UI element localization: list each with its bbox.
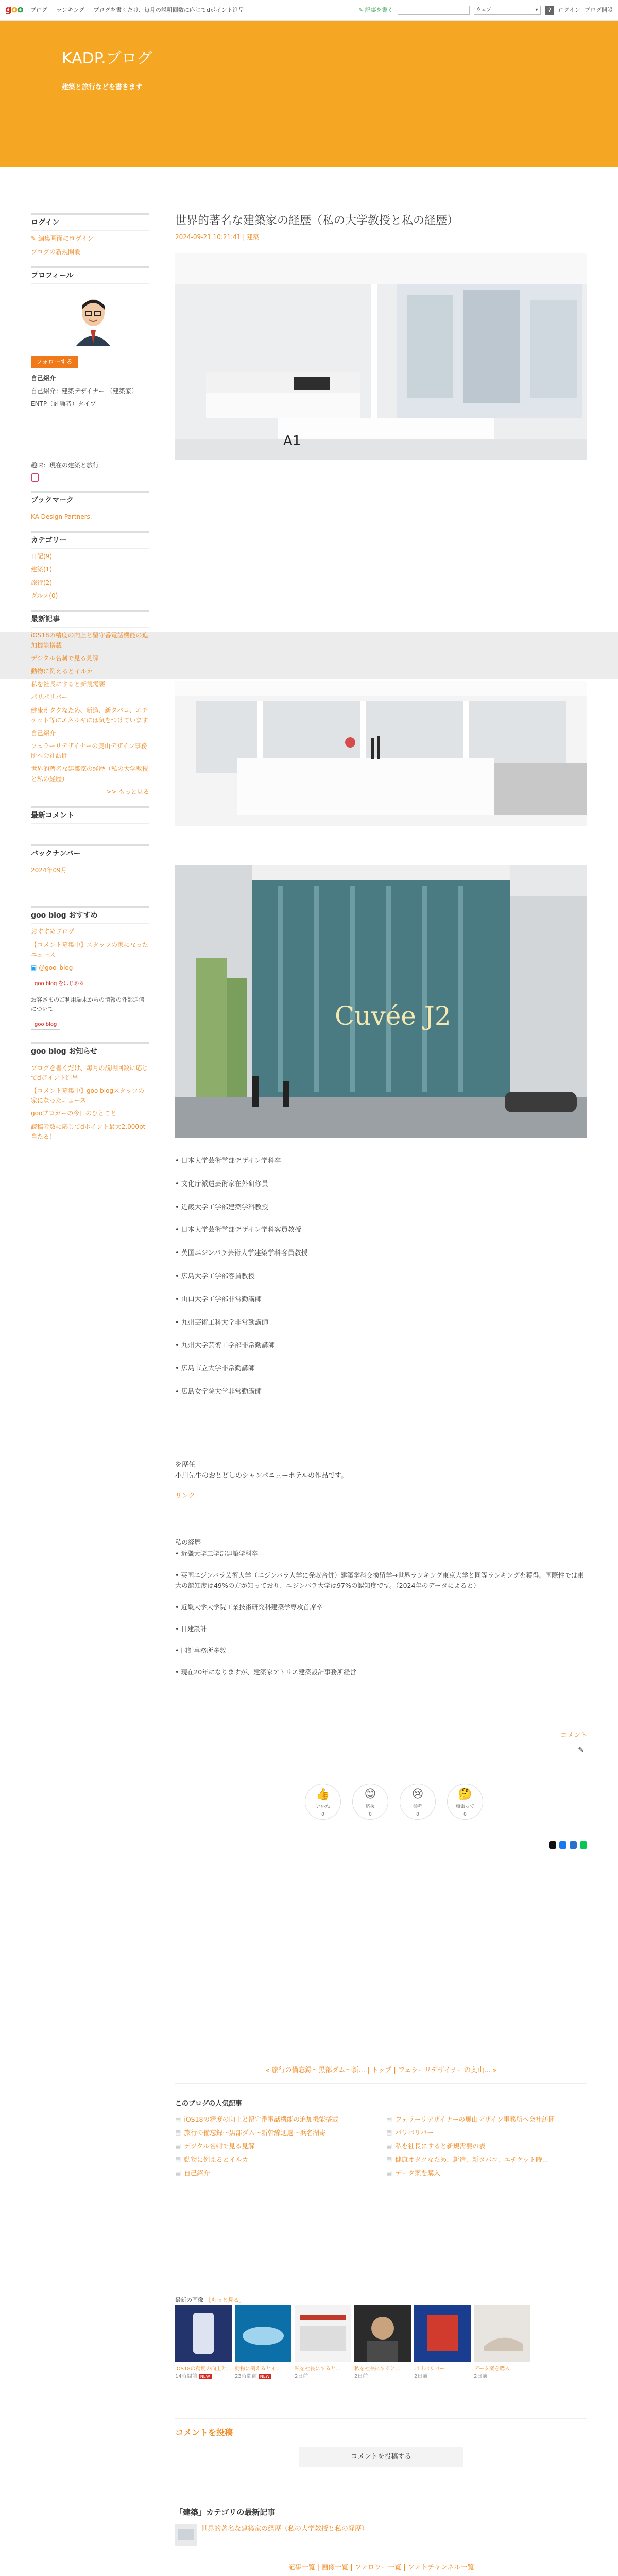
category-item[interactable]: 建築(1) [31, 566, 52, 573]
goo-blog-badge[interactable]: goo blog [31, 1020, 60, 1030]
cuvee-j2-facade-image[interactable] [175, 865, 587, 1138]
article-icon: ▤ [175, 2156, 181, 2163]
reaction-icon: 🤔 [458, 1788, 472, 1801]
chevron-down-icon: ▾ [535, 7, 538, 13]
article-meta: 2024-09-21 10:21:41 | 建築 [175, 233, 260, 241]
blog-subtitle: 建築と旅行などを書きます [62, 83, 143, 91]
thumb-meta: 2日前 [474, 2374, 488, 2379]
login-edit-label: 編集画面にログイン [38, 235, 94, 243]
reaction-icon: 😢 [411, 1788, 424, 1801]
my-career-item: • 英国エジンバラ芸術大学（エジンバラ大学に発収合併）建築学科交換留学→世界ランキング東京大学と同等ランキングを獲得。国際性では東大の認知度は49%の方が知っており、エジンバラ大学は97%の認知度です。（2024年のデータによると） [175, 1571, 584, 1589]
article-icon: ▤ [175, 2169, 181, 2176]
recent-heading: 最新記事 [31, 610, 149, 628]
popular-item[interactable]: ▤ 私を社長にすると新規需要の表 [386, 2141, 587, 2151]
thumb-title: 私を社長にすると... [295, 2366, 341, 2372]
intro-heading: 自己紹介 [31, 374, 56, 382]
my-career-item: • 近畿大学工学部建築学科卒 [175, 1550, 259, 1557]
new-badge: NEW [199, 2374, 212, 2379]
popular-heading: このブログの人気記事 [175, 2100, 243, 2108]
thumb-image [175, 2305, 232, 2362]
career-item: • 九州芸術工科大学非常勤講師 [175, 1318, 268, 1327]
thumb-title: iOS18の精度の向上と... [175, 2366, 232, 2372]
thumb-image [414, 2305, 471, 2362]
search-input[interactable] [398, 6, 470, 15]
share-buttons [549, 1841, 587, 1849]
top-nav-ranking[interactable]: ランキング [56, 6, 84, 13]
career-item: • 山口大学工学部非常勤講師 [175, 1295, 262, 1303]
category-item[interactable]: 日記(9) [31, 553, 52, 561]
search-scope-value: ウェブ [476, 7, 492, 13]
caption-line-1: を歴任 [175, 1461, 196, 1469]
bookmark-link[interactable]: KA Design Partners. [31, 513, 92, 520]
recent-item[interactable]: iOS18の精度の向上と留守番電話機能の追加機能搭載 [31, 632, 148, 649]
article-icon: ▤ [175, 2129, 181, 2136]
thumb-image [474, 2305, 530, 2362]
article [175, 213, 587, 2571]
write-article-label: 記事を書く [365, 6, 393, 13]
thumb-image [354, 2305, 411, 2362]
oshirase-item[interactable]: 【コメント募集中】goo blogスタッフの家になったニュース [31, 1087, 145, 1105]
backnumber-heading: バックナンバー [31, 844, 149, 862]
article-date: 2024-09-21 10:21:41 [175, 233, 241, 241]
twitter-icon: ▣ [31, 963, 39, 971]
blog-start-link[interactable]: ブログ開設 [585, 6, 613, 13]
thumb-meta: 2日前 [295, 2374, 308, 2379]
page-body [0, 167, 618, 2571]
article-icon: ▤ [386, 2129, 392, 2136]
x-share-icon[interactable] [549, 1841, 556, 1849]
footer-nav[interactable]: 記事一覧 | 画像一覧 | フォロワー一覧 | フォトチャンネル一覧 [175, 2552, 587, 2576]
article-title: 世界的著名な建築家の経歴（私の大学教授と私の経歴） [175, 214, 459, 227]
building-sign: Cuvée J2 [335, 1001, 451, 1031]
thumb-meta: 14時間前 NEW [175, 2372, 232, 2381]
reaction-button[interactable] [352, 1784, 388, 1820]
hatena-share-icon[interactable] [570, 1841, 577, 1849]
caption [175, 1460, 348, 1482]
thumb-meta: 2日前 [354, 2374, 368, 2379]
reaction-count: 0 [369, 1811, 372, 1817]
reaction-button[interactable] [305, 1784, 341, 1820]
recent-item[interactable]: 私を社長にすると新規需要 [31, 681, 106, 688]
thumb-card[interactable] [414, 2305, 471, 2381]
top-bar [0, 0, 618, 21]
reaction-label: いいね [316, 1804, 330, 1810]
reaction-count: 0 [321, 1811, 324, 1817]
facebook-share-icon[interactable] [559, 1841, 566, 1849]
my-career [175, 1537, 587, 1689]
reaction-label: 応援 [365, 1804, 375, 1810]
thumb-title: データ案を購入 [474, 2366, 510, 2372]
popular-item[interactable]: ▤ デジタル名刺で見る見解 [175, 2141, 376, 2151]
recent-more-link[interactable]: >> もっと見る [106, 788, 149, 795]
reaction-count: 0 [464, 1811, 467, 1817]
popular-item[interactable]: ▤ 自己紹介 [175, 2168, 376, 2178]
instagram-icon[interactable] [31, 473, 39, 482]
recent-item[interactable]: 自己紹介 [31, 729, 56, 737]
caption-line-2: 小川先生のおとどしのシャンパニューホテルの作品です。 [175, 1471, 348, 1480]
my-career-heading: 私の経歴 [175, 1538, 201, 1546]
recent-item[interactable]: パリパリバー [31, 693, 68, 701]
my-career-item: • 近畿大学大学院工業技術研究科建築学専攻首席卒 [175, 1603, 323, 1611]
hobby-text: 趣味：現在の建築と旅行 [31, 462, 99, 469]
backnumber-link[interactable]: 2024年09月 [31, 866, 67, 874]
search-icon: ⚲ [547, 7, 552, 13]
my-career-item: • 国計事務所多数 [175, 1647, 226, 1654]
thumb-title: 動物に例えるとイ... [235, 2366, 281, 2372]
popular-item[interactable]: ▤ フェラーリデザイナーの奥山デザイン事務所へ会社訪問 [386, 2114, 587, 2125]
osusume-item[interactable]: 【コメント募集中】スタッフの家になったニュース [31, 941, 149, 958]
recent-item[interactable]: デジタル名刺で見る見解 [31, 654, 99, 662]
my-career-item: • 日建設計 [175, 1625, 207, 1633]
category-item[interactable]: グルメ(0) [31, 591, 58, 599]
career-item: • 英国エジンバラ芸術大学建築学科客員教授 [175, 1249, 308, 1258]
related-link[interactable]: リンク [175, 1492, 195, 1500]
article-icon: ▤ [386, 2156, 392, 2163]
goo-logo[interactable]: goo [5, 4, 23, 15]
reaction-button[interactable] [400, 1784, 436, 1820]
blog-title[interactable]: KADP.ブログ [62, 49, 152, 67]
top-nav-blog[interactable]: ブログ [30, 6, 47, 13]
oshirase-item[interactable]: gooブロガーの今日のひとこと [31, 1110, 117, 1117]
popular-item[interactable]: ▤ iOS18の精度の向上と留守番電話機能の追加機能搭載 [175, 2114, 376, 2125]
reaction-buttons [305, 1784, 483, 1820]
thumb-image [295, 2305, 351, 2362]
category-thumb [175, 2524, 197, 2546]
thumb-title: パリパリバー [414, 2366, 445, 2372]
top-nav-promo[interactable]: ブログを書くだけ、毎月の説明回数に応じてdポイント進呈 [93, 6, 244, 13]
popular-item[interactable]: ▤ 旅行の備忘録〜黒部ダム〜新幹線通過〜浜名湖寄 [175, 2128, 376, 2138]
new-blog-link[interactable]: ブログの新規開設 [31, 248, 81, 256]
reaction-label: 頑張って [455, 1804, 474, 1810]
mbti-text: ENTP（討論者）タイプ [31, 400, 96, 408]
search-scope-select[interactable] [474, 6, 541, 15]
popular-list [175, 2114, 587, 2178]
interior-living-room-image[interactable] [175, 253, 587, 460]
popular-item[interactable]: ▤ 動物に例えるとイルカ [175, 2155, 376, 2165]
search-button[interactable] [545, 6, 554, 15]
thumb-meta: 23時間前 NEW [235, 2372, 291, 2381]
privacy-notice-link[interactable]: お客さまのご利用端末からの情報の外部送信について [31, 996, 144, 1012]
thumb-card[interactable] [295, 2305, 351, 2381]
recent-item[interactable]: フェラーリデザイナーの奥山デザイン事務所へ会社訪問 [31, 742, 147, 760]
recent-images-title: 最新の画像 [175, 2297, 203, 2303]
oshirase-heading: goo blog お知らせ [31, 1042, 149, 1060]
recent-images-heading [175, 2296, 245, 2305]
blog-header [0, 21, 618, 167]
thumb-meta: 2日前 [414, 2374, 428, 2379]
my-career-item: • 現在20年になりますが、建築家アトリエ建築設計事務所経営 [175, 1668, 357, 1676]
line-share-icon[interactable] [580, 1841, 587, 1849]
comment-heading: 最新コメント [31, 806, 149, 824]
career-item: • 広島大学工学部客員教授 [175, 1272, 255, 1280]
osusume-heading: goo blog おすすめ [31, 906, 149, 924]
twitter-handle: @goo_blog [39, 963, 73, 971]
career-item: • 近畿大学工学部建築学科教授 [175, 1203, 268, 1211]
login-link[interactable]: ログイン [558, 6, 580, 13]
career-item: • 日本大学芸術学部デザイン学科卒 [175, 1157, 281, 1165]
article-icon: ▤ [175, 2142, 181, 2149]
top-nav [30, 6, 251, 15]
thumb-card[interactable] [474, 2305, 530, 2381]
recent-item[interactable]: 動物に例えるとイルカ [31, 667, 93, 675]
edit-pencil-icon[interactable]: ✎ [578, 1746, 584, 1754]
comment-post-button[interactable]: コメントを投稿する [299, 2447, 464, 2467]
thumb-image [235, 2305, 291, 2362]
category-item[interactable]: 旅行(2) [31, 579, 52, 586]
bookmark-heading: ブックマーク [31, 491, 149, 509]
career-item: • 広島女学院大学非常勤講師 [175, 1387, 262, 1396]
recent-images-more-link[interactable]: ［もっと見る］ [205, 2297, 245, 2303]
twitter-link[interactable] [31, 963, 149, 973]
category-latest-link[interactable]: 世界的著名な建築家の経歴（私の大学教授と私の経歴） [201, 2525, 369, 2533]
career-item: • 文化庁派遣芸術家在外研修員 [175, 1180, 268, 1188]
popular-item[interactable]: ▤ データ案を購入 [386, 2168, 587, 2178]
sidebar [31, 213, 149, 1145]
osusume-item[interactable]: おすすめブログ [31, 928, 75, 936]
reaction-icon: 👍 [316, 1788, 330, 1801]
login-edit-link[interactable] [31, 234, 149, 244]
new-badge: NEW [259, 2374, 271, 2379]
thumb-card[interactable] [354, 2305, 411, 2381]
popular-item[interactable]: ▤ 健康オタクなため、新造、新タバコ、エチケット時... [386, 2155, 587, 2165]
reaction-label: 参考 [413, 1804, 422, 1810]
thumb-card[interactable] [235, 2305, 291, 2381]
pencil-icon: ✎ [31, 235, 38, 243]
career-item: • 広島市立大学非常勤講師 [175, 1365, 255, 1373]
oshirase-item[interactable]: 読稿者数に応じてdポイント最大2,000pt当たる！ [31, 1123, 146, 1140]
intro-text: 自己紹介：建築デザイナー （建築家） [31, 387, 138, 395]
thumb-title: 私を社長にすると... [354, 2366, 401, 2372]
thumb-card[interactable] [175, 2305, 232, 2381]
career-item: • 九州大学芸術工学部非常勤講師 [175, 1342, 275, 1350]
recent-images [175, 2305, 530, 2381]
comment-link[interactable]: コメント [560, 1732, 587, 1739]
article-icon: ▤ [386, 2142, 392, 2149]
write-article-link[interactable]: ✎ 記事を書く [358, 6, 393, 13]
category-latest-heading: 「建築」カテゴリの最新記事 [175, 2507, 276, 2517]
reaction-icon: 😊 [364, 1788, 376, 1801]
professor-career-list [175, 1156, 587, 1398]
follow-button[interactable]: フォローする [31, 356, 78, 368]
article-category-link[interactable]: 建築 [247, 233, 260, 241]
article-icon: ▤ [386, 2115, 392, 2123]
recent-item[interactable]: 世界的著名な建築家の経歴（私の大学教授と私の経歴） [31, 765, 149, 783]
recent-item[interactable]: 健康オタクなため、新造、新タバコ、エチケット等にエネルギには気をつけています [31, 706, 148, 724]
reaction-count: 0 [416, 1811, 419, 1817]
login-heading: ログイン [31, 213, 149, 231]
popular-item[interactable]: ▤ パリパリバー [386, 2128, 587, 2138]
article-pager[interactable]: « 旅行の備忘録〜黒部ダム〜新... | トップ | フェラーリデザイナーの奥山... » [175, 2058, 587, 2084]
goo-blog-start-badge[interactable]: goo blog をはじめる [31, 979, 88, 989]
bar-counter-image[interactable] [175, 681, 587, 826]
comment-post-heading: コメントを投稿 [175, 2418, 587, 2439]
article-icon: ▤ [386, 2169, 392, 2176]
category-heading: カテゴリー [31, 531, 149, 549]
reaction-button[interactable] [447, 1784, 483, 1820]
avatar[interactable] [72, 294, 114, 346]
career-item: • 日本大学芸術学部デザイン学科客員教授 [175, 1226, 301, 1234]
oshirase-item[interactable]: ブログを書くだけ、毎月の説明回数に応じてdポイント進呈 [31, 1064, 148, 1081]
profile-heading: プロフィール [31, 266, 149, 284]
category-latest-item[interactable] [175, 2524, 587, 2554]
svg-text:A1: A1 [283, 433, 301, 449]
article-icon: ▤ [175, 2115, 181, 2123]
